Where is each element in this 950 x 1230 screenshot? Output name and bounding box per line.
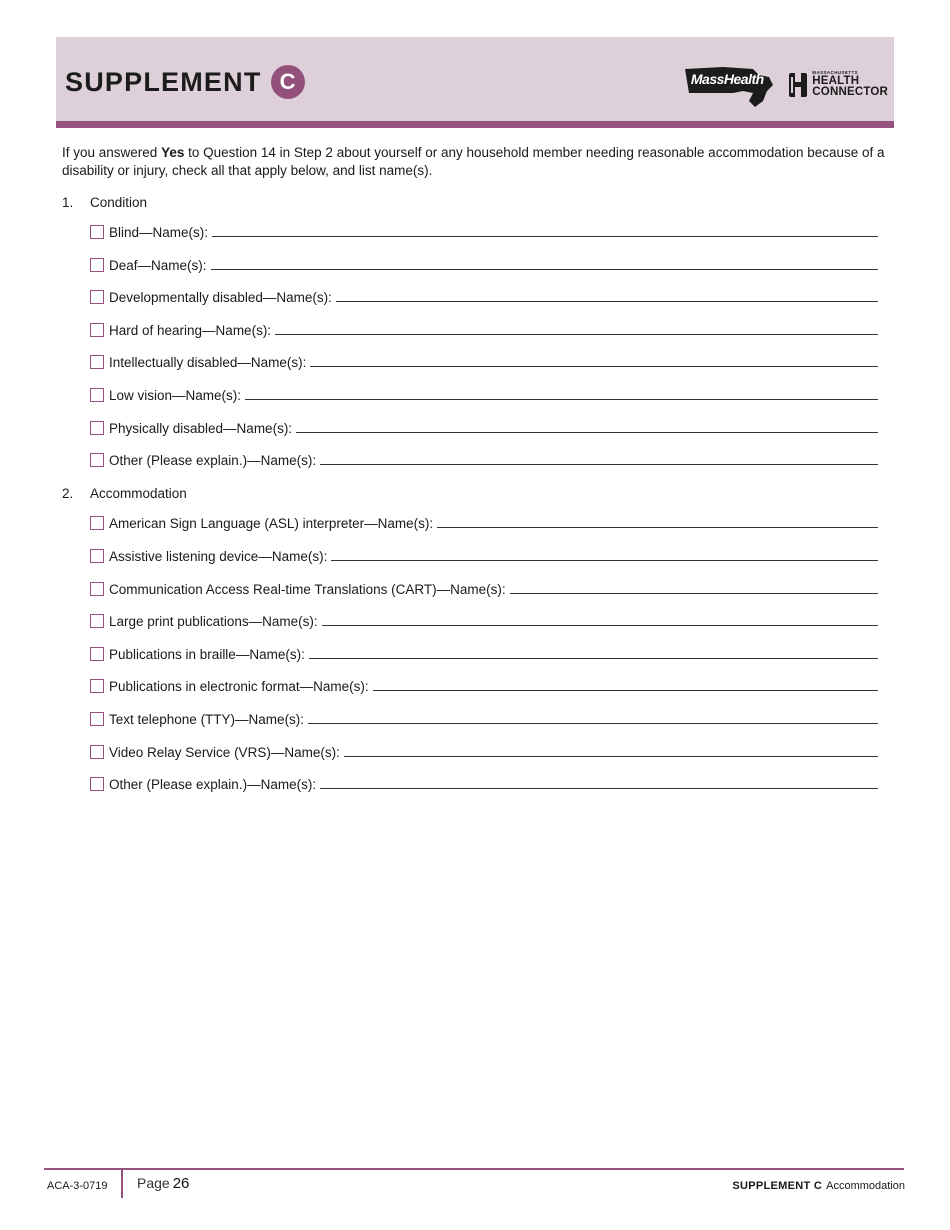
item-label: Assistive listening device—Name(s): bbox=[109, 549, 328, 564]
section-condition-heading bbox=[62, 195, 147, 210]
section-accommodation-heading bbox=[62, 486, 187, 501]
condition-item-low-vision bbox=[90, 385, 878, 403]
item-label: Developmentally disabled—Name(s): bbox=[109, 290, 332, 305]
name-entry-line[interactable] bbox=[437, 526, 878, 528]
item-label: Large print publications—Name(s): bbox=[109, 614, 318, 629]
name-entry-line[interactable] bbox=[275, 333, 878, 335]
header-accent-bar bbox=[56, 121, 894, 128]
checkbox-developmentally-disabled[interactable] bbox=[90, 290, 104, 304]
name-entry-line[interactable] bbox=[322, 624, 878, 626]
item-label: Other (Please explain.)—Name(s): bbox=[109, 453, 317, 468]
name-entry-line[interactable] bbox=[310, 365, 878, 367]
checkbox-vrs[interactable] bbox=[90, 745, 104, 759]
checkbox-blind[interactable] bbox=[90, 225, 104, 239]
item-label: Deaf—Name(s): bbox=[109, 258, 207, 273]
footer-section-name: Accommodation bbox=[826, 1180, 905, 1192]
accommodation-item-asl bbox=[90, 513, 878, 531]
name-entry-line[interactable] bbox=[336, 300, 878, 302]
section-title: Condition bbox=[90, 195, 148, 210]
checkbox-asl[interactable] bbox=[90, 516, 104, 530]
name-entry-line[interactable] bbox=[296, 431, 878, 433]
checkbox-physically-disabled[interactable] bbox=[90, 421, 104, 435]
accommodation-item-listening-device bbox=[90, 546, 878, 564]
checkbox-large-print[interactable] bbox=[90, 614, 104, 628]
footer-rule bbox=[44, 1168, 904, 1170]
checkbox-braille[interactable] bbox=[90, 647, 104, 661]
health-connector-h-icon bbox=[787, 71, 809, 99]
accommodation-item-large-print bbox=[90, 611, 878, 629]
item-label: Physically disabled—Name(s): bbox=[109, 421, 293, 436]
footer-section-label bbox=[732, 1180, 905, 1192]
accommodation-item-braille bbox=[90, 644, 878, 662]
connector-state-text: MASSACHUSETTS bbox=[812, 70, 858, 76]
intro-prefix: If you answered bbox=[62, 145, 162, 160]
intro-paragraph bbox=[62, 144, 900, 180]
checkbox-intellectually-disabled[interactable] bbox=[90, 355, 104, 369]
name-entry-line[interactable] bbox=[320, 787, 878, 789]
header-banner bbox=[56, 37, 894, 121]
item-label: American Sign Language (ASL) interpreter—Name(s): bbox=[109, 516, 434, 531]
name-entry-line[interactable] bbox=[308, 722, 878, 724]
page-number-value: 26 bbox=[172, 1175, 190, 1192]
item-label: Video Relay Service (VRS)—Name(s): bbox=[109, 745, 340, 760]
checkbox-electronic-format[interactable] bbox=[90, 679, 104, 693]
checkbox-hard-of-hearing[interactable] bbox=[90, 323, 104, 337]
checkbox-deaf[interactable] bbox=[90, 258, 104, 272]
condition-item-blind bbox=[90, 222, 878, 240]
accommodation-item-electronic-format bbox=[90, 676, 878, 694]
section-number: 1. bbox=[62, 195, 74, 210]
condition-item-developmentally-disabled bbox=[90, 287, 878, 305]
page-title bbox=[65, 65, 305, 99]
name-entry-line[interactable] bbox=[212, 235, 878, 237]
name-entry-line[interactable] bbox=[510, 592, 878, 594]
supplement-letter-badge: C bbox=[271, 65, 305, 99]
accommodation-item-other bbox=[90, 774, 878, 792]
condition-item-deaf bbox=[90, 255, 878, 273]
page-number bbox=[137, 1175, 189, 1192]
section-title: Accommodation bbox=[90, 486, 187, 501]
accommodation-item-cart bbox=[90, 579, 878, 597]
name-entry-line[interactable] bbox=[331, 559, 878, 561]
item-label: Publications in electronic format—Name(s): bbox=[109, 679, 369, 694]
connector-line1: HEALTH bbox=[812, 74, 860, 87]
logo-group bbox=[683, 61, 888, 109]
footer-separator bbox=[121, 1170, 123, 1198]
item-label: Blind—Name(s): bbox=[109, 225, 209, 240]
name-entry-line[interactable] bbox=[344, 755, 878, 757]
item-label: Hard of hearing—Name(s): bbox=[109, 323, 272, 338]
accommodation-item-tty bbox=[90, 709, 878, 727]
item-label: Publications in braille—Name(s): bbox=[109, 647, 305, 662]
checkbox-low-vision[interactable] bbox=[90, 388, 104, 402]
checkbox-cart[interactable] bbox=[90, 582, 104, 596]
section-number: 2. bbox=[62, 486, 74, 501]
name-entry-line[interactable] bbox=[320, 463, 878, 465]
item-label: Intellectually disabled—Name(s): bbox=[109, 355, 307, 370]
name-entry-line[interactable] bbox=[245, 398, 878, 400]
name-entry-line[interactable] bbox=[211, 268, 878, 270]
item-label: Low vision—Name(s): bbox=[109, 388, 242, 403]
condition-item-physically-disabled bbox=[90, 418, 878, 436]
checkbox-tty[interactable] bbox=[90, 712, 104, 726]
connector-line2: CONNECTOR bbox=[812, 86, 888, 99]
name-entry-line[interactable] bbox=[309, 657, 878, 659]
accommodation-item-vrs bbox=[90, 742, 878, 760]
form-code: ACA-3-0719 bbox=[47, 1180, 108, 1192]
condition-item-intellectually-disabled bbox=[90, 352, 878, 370]
page-label: Page bbox=[137, 1175, 170, 1191]
title-text: SUPPLEMENT bbox=[65, 66, 262, 97]
item-label: Text telephone (TTY)—Name(s): bbox=[109, 712, 305, 727]
name-entry-line[interactable] bbox=[373, 689, 878, 691]
intro-suffix: to Question 14 in Step 2 about yourself or any household member needing reasonable accommodation because of a disability or injury, check all that apply below, and list name(s). bbox=[62, 145, 885, 178]
checkbox-listening-device[interactable] bbox=[90, 549, 104, 563]
condition-item-hard-of-hearing bbox=[90, 320, 878, 338]
intro-bold: Yes bbox=[161, 145, 185, 160]
health-connector-logo bbox=[787, 71, 888, 99]
masshealth-logo bbox=[683, 61, 775, 109]
masshealth-logo-text: MassHealth bbox=[690, 71, 764, 87]
footer-supplement-label: SUPPLEMENT C bbox=[732, 1180, 823, 1192]
item-label: Communication Access Real-time Translations (CART)—Name(s): bbox=[109, 582, 506, 597]
checkbox-accommodation-other[interactable] bbox=[90, 777, 104, 791]
item-label: Other (Please explain.)—Name(s): bbox=[109, 777, 317, 792]
checkbox-condition-other[interactable] bbox=[90, 453, 104, 467]
condition-item-other bbox=[90, 450, 878, 468]
